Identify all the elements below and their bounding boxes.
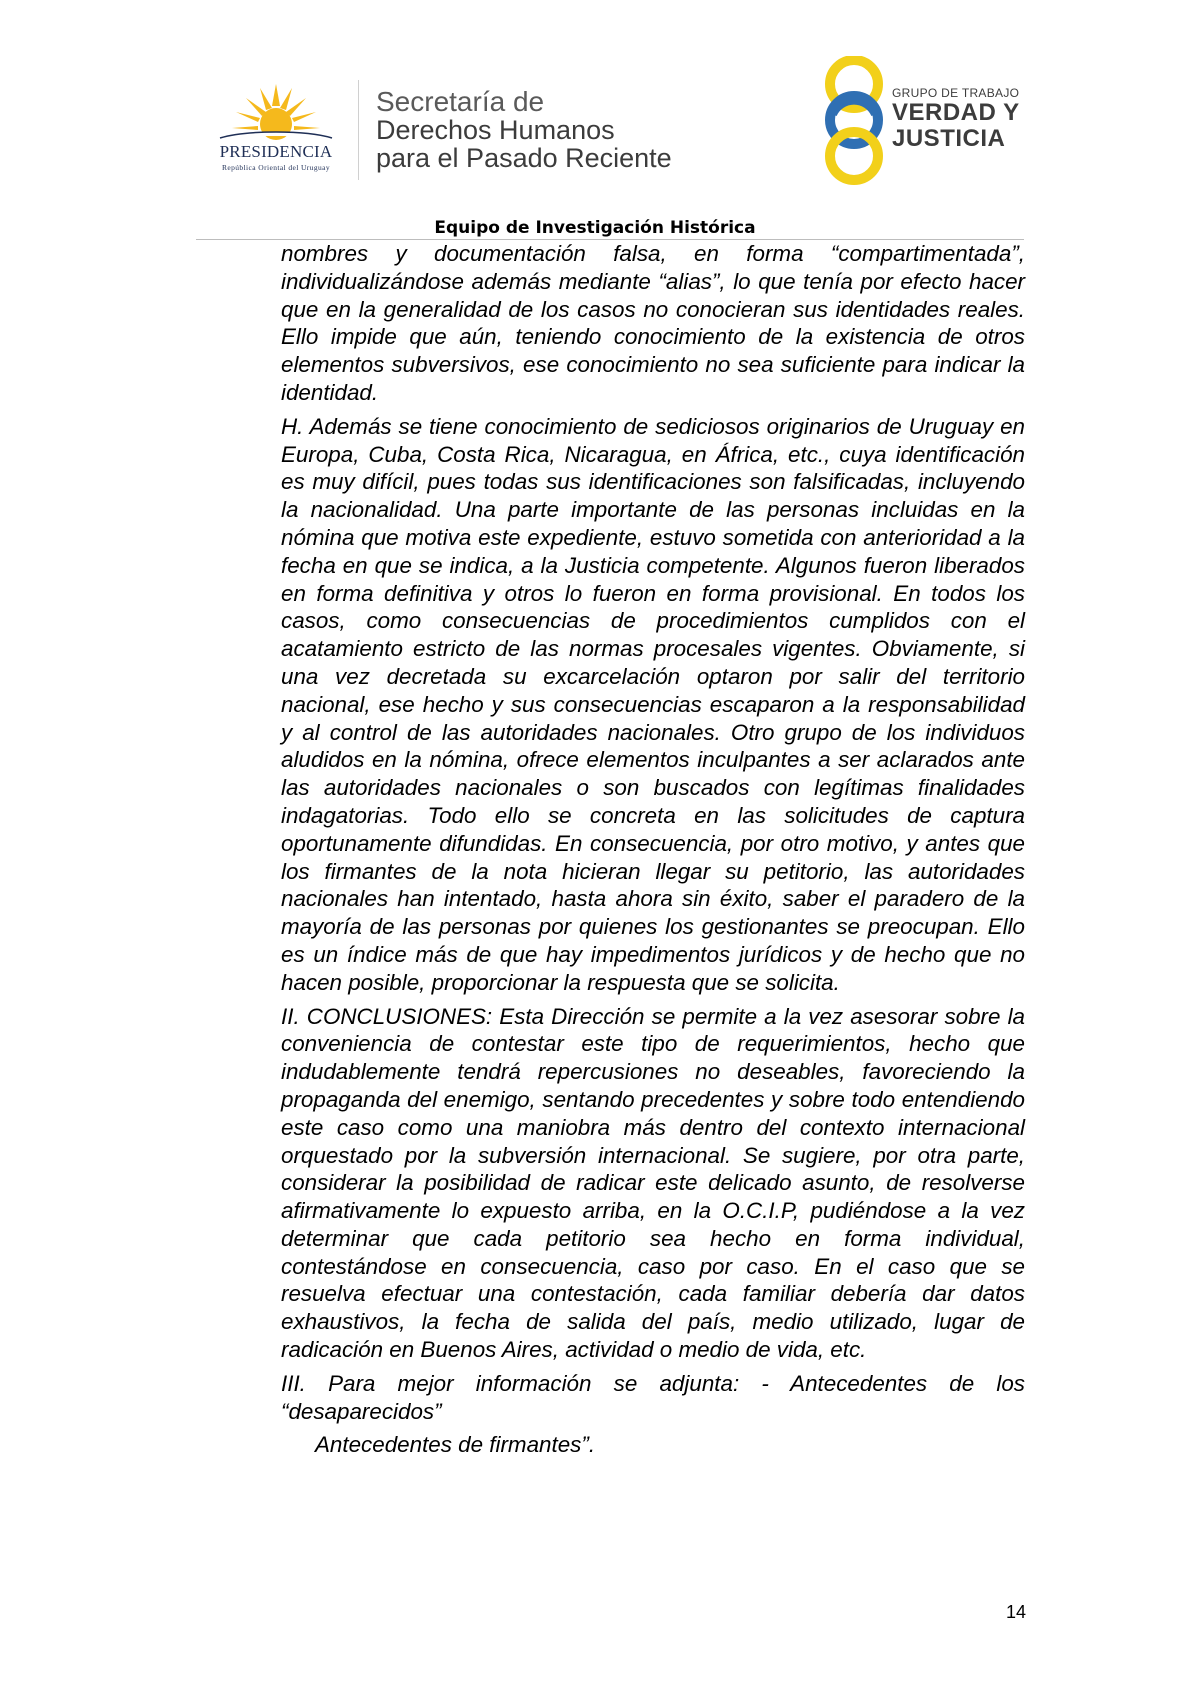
- presidencia-subtitle: República Oriental del Uruguay: [221, 163, 330, 172]
- verdad-justicia-logo: [820, 56, 1040, 186]
- verdad-justicia-text: [892, 86, 1020, 152]
- grupo-line-2: VERDAD Y: [892, 99, 1020, 126]
- sun-icon: [196, 80, 356, 144]
- presidencia-title: PRESIDENCIA: [219, 142, 333, 161]
- grupo-line-3: JUSTICIA: [892, 125, 1006, 152]
- paragraph-iii: III. Para mejor información se adjunta: - Antecedentes de los “desaparecidos”: [281, 1370, 1025, 1424]
- presidencia-logo: [196, 80, 356, 180]
- interlocked-rings-icon: [820, 56, 890, 186]
- secretaria-line-3: para el Pasado Reciente: [376, 143, 672, 173]
- secretaria-line-1: Secretaría de: [376, 86, 545, 117]
- paragraph-conclusiones: II. CONCLUSIONES: Esta Dirección se permite a la vez asesorar sobre la conveniencia de contestar este tipo de requerimientos, hecho que indudablemente tendrá repercusiones no deseables, favoreciendo la propaganda del enemigo, sentando precedentes y sobre todo entendiendo este caso como una maniobra más dentro del contexto internacional orquestado por la subversión internacional. Se sugiere, por otra parte, considerar la posibilidad de radicar este delicado asunto, de resolverse afirmativamente lo expuesto arriba, en la O.C.I.P, pudiéndose a la vez determinar que cada petitorio sea hecho en forma individual, contestándose en consecuencia, caso por caso. En el caso que se resuelva efectuar una contestación, cada familiar debería dar datos exhaustivos, la fecha de salida del país, medio utilizado, lugar de radicación en Buenos Aires, actividad o medio de vida, etc.: [281, 1003, 1025, 1363]
- paragraph-antecedentes: Antecedentes de firmantes”.: [315, 1432, 596, 1458]
- paragraph-1: nombres y documentación falsa, en forma “compartimentada”, individualizándose además mediante “alias”, lo que tenía por efecto hacer que en la generalidad de los casos no conocieran sus identidades reales. Ello impide que aún, teniendo conocimiento de la existencia de otros elementos subversivos, ese conocimiento no sea suficiente para indicar la identidad.: [281, 241, 1025, 405]
- grupo-line-1: GRUPO DE TRABAJO: [892, 86, 1020, 100]
- equipo-heading: Equipo de Investigación Histórica: [434, 218, 756, 238]
- paragraph-h: H. Además se tiene conocimiento de sediciosos originarios de Uruguay en Europa, Cuba, Costa Rica, Nicaragua, en África, etc., cuya identificación es muy difícil, pues todas sus identificaciones son falsificadas, incluyendo la nacionalidad. Una parte importante de las personas incluidas en la nómina que motiva este expediente, estuvo sometida con anterioridad a la fecha en que se indica, a la Justicia competente. Algunos fueron liberados en forma definitiva y otros lo fueron en forma provisional. En todos los casos, como consecuencias de procedimientos cumplidos con el acatamiento estricto de las normas procesales vigentes. Obviamente, si una vez decretada su excarcelación optaron por salir del territorio nacional, ese hecho y sus consecuencias escaparon a la responsabilidad y al control de las autoridades nacionales. Otro grupo de los individuos aludidos en la nómina, ofrece elementos inculpantes a ser aclarados ante las autoridades nacionales o son buscados con legítimas finalidades indagatorias. Todo ello se concreta en las solicitudes de captura oportunamente difundidas. En consecuencia, por otro motivo, y antes que los firmantes de la nota hicieran llegar su petitorio, las autoridades nacionales han intentado, hasta ahora sin éxito, saber el paradero de la mayoría de las personas por quienes los gestionantes se preocupan. Ello es un índice más de que hay impedimentos jurídicos y de hecho que no hacen posible, proporcionar la respuesta que se solicita.: [281, 413, 1025, 995]
- header-divider: [358, 80, 359, 180]
- secretaria-logo-text: [376, 88, 672, 172]
- document-body: [281, 240, 1025, 1465]
- page-header: [0, 0, 1190, 240]
- page-number: 14: [1006, 1602, 1027, 1622]
- secretaria-line-2: Derechos Humanos: [376, 115, 615, 145]
